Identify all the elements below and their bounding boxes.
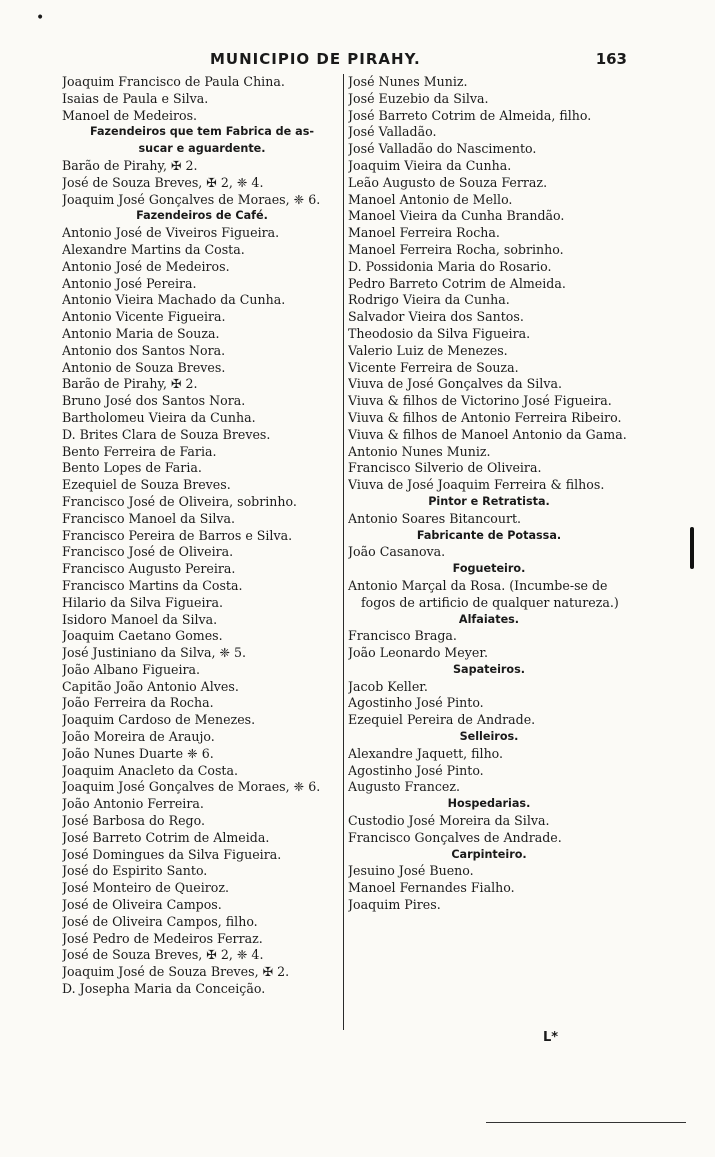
list-entry: Capitão João Antonio Alves. — [62, 678, 239, 694]
list-entry: D. Possidonia Maria do Rosario. — [348, 258, 552, 274]
list-entry: Ezequiel Pereira de Andrade. — [348, 712, 536, 728]
section-heading: Sapateiros. — [452, 662, 526, 676]
list-entry: Antonio José de Viveiros Figueira. — [62, 225, 280, 241]
list-entry: José Barreto Cotrim de Almeida, filho. — [348, 107, 592, 123]
list-entry: Manoel Antonio de Mello. — [348, 191, 513, 207]
list-entry: Augusto Francez. — [348, 779, 461, 795]
list-entry: Francisco Manoel da Silva. — [62, 510, 236, 526]
list-entry: José Monteiro de Queiroz. — [62, 880, 229, 896]
list-entry: Alexandre Jaquett, filho. — [348, 745, 504, 761]
list-entry: Antonio Nunes Muniz. — [348, 443, 491, 459]
list-entry: João Leonardo Meyer. — [348, 645, 488, 661]
right-column — [348, 74, 630, 914]
list-entry: Joaquim Vieira da Cunha. — [348, 157, 512, 173]
list-entry: Hilario da Silva Figueira. — [62, 594, 224, 610]
list-entry: José Euzebio da Silva. — [348, 90, 489, 106]
section-heading: Fazendeiros de Café. — [136, 209, 268, 223]
margin-mark: • — [36, 10, 45, 26]
section-heading: Alfaiates. — [458, 612, 520, 626]
list-entry: Joaquim Pires. — [348, 897, 441, 913]
list-entry: Valerio Luiz de Menezes. — [348, 342, 508, 358]
list-entry: José Nunes Muniz. — [348, 74, 468, 89]
list-entry: Custodio José Moreira da Silva. — [348, 813, 550, 829]
list-entry: João Ferreira da Rocha. — [62, 695, 214, 711]
list-entry: Jacob Keller. — [348, 678, 428, 694]
list-entry: Joaquim Francisco de Paula China. — [62, 74, 285, 89]
list-entry: Francisco Martins da Costa. — [62, 577, 243, 593]
list-entry: Viuva & filhos de Manoel Antonio da Gama. — [348, 426, 627, 442]
list-entry: Barão de Pirahy, ✠ 2. — [62, 157, 198, 173]
list-entry: Viuva & filhos de Antonio Ferreira Ribeiro. — [348, 409, 622, 425]
list-entry: Isaias de Paula e Silva. — [62, 90, 209, 106]
list-entry: Francisco Gonçalves de Andrade. — [348, 829, 562, 845]
list-entry: Francisco José de Oliveira, sobrinho. — [62, 493, 297, 509]
list-entry: José do Espirito Santo. — [62, 863, 208, 879]
list-entry: Viuva & filhos de Victorino José Figueira. — [348, 393, 612, 409]
list-entry: D. Josepha Maria da Conceição. — [62, 981, 266, 997]
list-entry: Antonio dos Santos Nora. — [62, 342, 226, 358]
list-entry: Alexandre Martins da Costa. — [62, 241, 245, 257]
list-entry: Jesuino José Bueno. — [348, 863, 474, 879]
list-entry: Manoel Ferreira Rocha, sobrinho. — [348, 241, 564, 257]
list-entry: Antonio Marçal da Rosa. (Incumbe-se de fogos de artificio de qualquer natureza.) — [348, 577, 619, 610]
list-entry: José Valladão. — [348, 124, 437, 140]
list-entry: Manoel de Medeiros. — [62, 107, 198, 123]
list-entry: José Domingues da Silva Figueira. — [62, 846, 282, 862]
list-entry: Theodosio da Silva Figueira. — [348, 325, 531, 341]
list-entry: Bento Ferreira de Faria. — [62, 443, 217, 459]
section-heading: Fabricante de Potassa. — [416, 528, 562, 542]
list-entry: Francisco Pereira de Barros e Silva. — [62, 527, 293, 543]
list-entry: Rodrigo Vieira da Cunha. — [348, 292, 510, 308]
list-entry: José Barreto Cotrim de Almeida. — [62, 829, 270, 845]
list-entry: Francisco José de Oliveira. — [62, 544, 234, 560]
list-entry: José de Oliveira Campos. — [62, 897, 222, 913]
list-entry: José de Oliveira Campos, filho. — [62, 913, 258, 929]
list-entry: José Valladão do Nascimento. — [348, 141, 537, 157]
list-entry: Antonio José Pereira. — [62, 275, 197, 291]
page-title: MUNICIPIO DE PIRAHY. — [210, 50, 421, 68]
list-entry: Antonio Maria de Souza. — [62, 325, 220, 341]
list-entry: Francisco Silverio de Oliveira. — [348, 460, 542, 476]
list-entry: Manoel Ferreira Rocha. — [348, 225, 500, 241]
list-entry: Salvador Vieira dos Santos. — [348, 309, 524, 325]
list-entry: Bento Lopes de Faria. — [62, 460, 202, 476]
list-entry: Antonio de Souza Breves. — [62, 359, 226, 375]
section-heading: Hospedarias. — [447, 797, 531, 811]
list-entry: José de Souza Breves, ✠ 2, ❈ 4. — [62, 947, 264, 963]
section-heading: sucar e aguardente. — [138, 142, 266, 156]
section-heading: Pintor e Retratista. — [428, 494, 550, 508]
list-entry: Joaquim José Gonçalves de Moraes, ❈ 6. — [62, 191, 321, 207]
page-number: 163 — [595, 50, 627, 68]
list-entry: Francisco Augusto Pereira. — [62, 561, 236, 577]
list-entry: José Justiniano da Silva, ❈ 5. — [62, 645, 247, 661]
list-entry: José Barbosa do Rego. — [62, 813, 205, 829]
margin-stain — [690, 527, 694, 569]
list-entry: Vicente Ferreira de Souza. — [348, 359, 519, 375]
list-entry: Manoel Fernandes Fialho. — [348, 880, 515, 896]
list-entry: João Moreira de Araujo. — [62, 729, 215, 745]
list-entry: Bruno José dos Santos Nora. — [62, 393, 246, 409]
list-entry: Joaquim Anacleto da Costa. — [62, 762, 239, 778]
list-entry: Agostinho José Pinto. — [348, 695, 484, 711]
list-entry: Joaquim José Gonçalves de Moraes, ❈ 6. — [62, 779, 321, 795]
footer-rule — [486, 1122, 686, 1123]
list-entry: Leão Augusto de Souza Ferraz. — [348, 174, 548, 190]
list-entry: Antonio Soares Bitancourt. — [348, 510, 522, 526]
list-entry: Isidoro Manoel da Silva. — [62, 611, 218, 627]
list-entry: José Pedro de Medeiros Ferraz. — [62, 930, 263, 946]
list-entry: Pedro Barreto Cotrim de Almeida. — [348, 275, 566, 291]
section-heading: Selleiros. — [459, 730, 519, 744]
list-entry: Viuva de José Joaquim Ferreira & filhos. — [348, 477, 605, 493]
section-heading: Carpinteiro. — [451, 847, 527, 861]
column-divider — [343, 74, 344, 1030]
left-column — [62, 74, 342, 998]
page-header — [0, 50, 715, 72]
list-entry: João Antonio Ferreira. — [62, 796, 204, 812]
list-entry: Joaquim Cardoso de Menezes. — [62, 712, 256, 728]
list-entry: Viuva de José Gonçalves da Silva. — [348, 376, 562, 392]
list-entry: Francisco Braga. — [348, 628, 457, 644]
list-entry: Joaquim José de Souza Breves, ✠ 2. — [62, 964, 290, 980]
list-entry: D. Brites Clara de Souza Breves. — [62, 426, 271, 442]
list-entry: José de Souza Breves, ✠ 2, ❈ 4. — [62, 174, 264, 190]
list-entry: Barão de Pirahy, ✠ 2. — [62, 376, 198, 392]
signature-mark: L* — [543, 1030, 559, 1045]
list-entry: Joaquim Caetano Gomes. — [62, 628, 223, 644]
list-entry: João Casanova. — [348, 544, 446, 560]
list-entry: Antonio José de Medeiros. — [62, 258, 230, 274]
list-entry: Ezequiel de Souza Breves. — [62, 477, 231, 493]
list-entry: Antonio Vicente Figueira. — [62, 309, 226, 325]
list-entry: Antonio Vieira Machado da Cunha. — [62, 292, 286, 308]
section-heading: Fazendeiros que tem Fabrica de as- — [89, 125, 315, 139]
list-entry: Bartholomeu Vieira da Cunha. — [62, 409, 256, 425]
list-entry: João Nunes Duarte ❈ 6. — [62, 745, 214, 761]
list-entry: João Albano Figueira. — [62, 661, 201, 677]
section-heading: Fogueteiro. — [452, 562, 526, 576]
list-entry: Manoel Vieira da Cunha Brandão. — [348, 208, 565, 224]
list-entry: Agostinho José Pinto. — [348, 762, 484, 778]
